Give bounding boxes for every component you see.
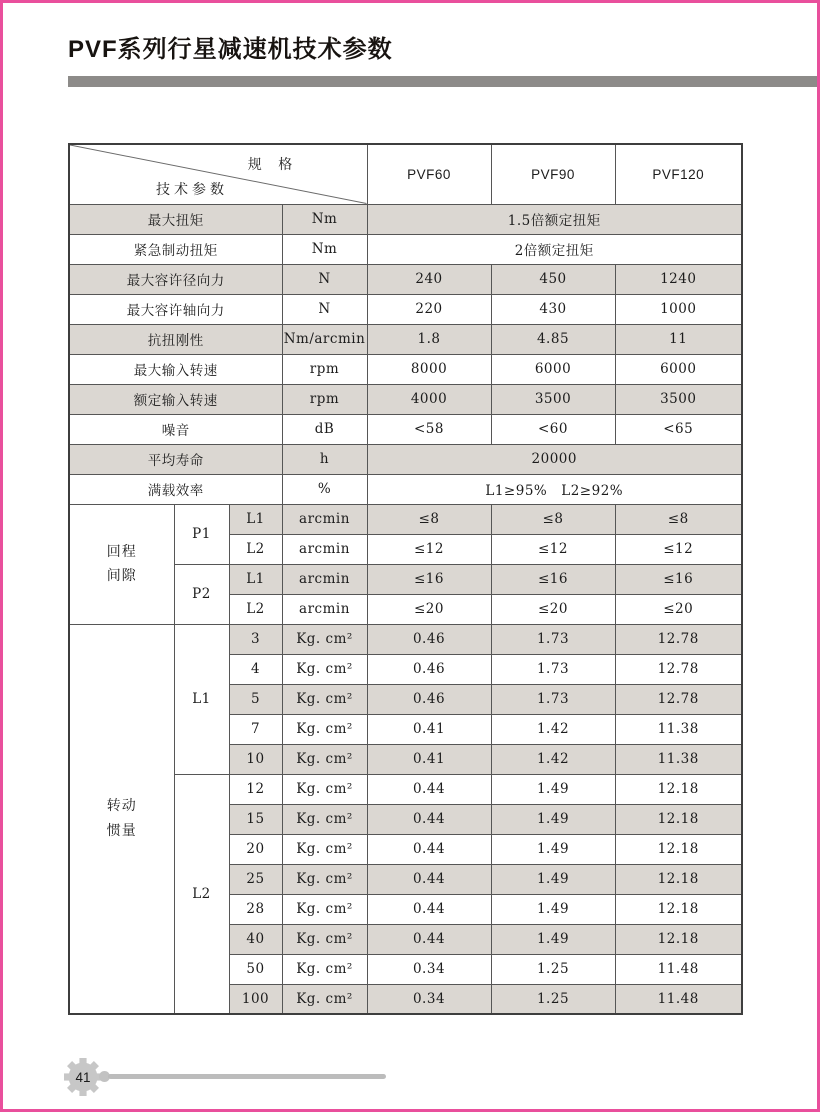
value-cell: 0.44 xyxy=(367,894,491,924)
value-cell: 0.44 xyxy=(367,864,491,894)
value-cell: 0.46 xyxy=(367,654,491,684)
row-label: 最大扭矩 xyxy=(69,204,282,234)
value-cell: 1.49 xyxy=(491,864,615,894)
value-cell: 8000 xyxy=(367,354,491,384)
value-cell: 12.18 xyxy=(615,864,742,894)
ratio-cell: 15 xyxy=(229,804,282,834)
unit-cell: Nm xyxy=(282,204,367,234)
header-param-label: 技术参数 xyxy=(156,182,228,198)
unit-cell: N xyxy=(282,294,367,324)
value-cell: 1240 xyxy=(615,264,742,294)
value-cell: 1.49 xyxy=(491,834,615,864)
value-cell: 1.49 xyxy=(491,894,615,924)
value-cell: 0.44 xyxy=(367,804,491,834)
page-footer xyxy=(3,1053,820,1103)
stage-cell: L1 xyxy=(229,504,282,534)
title-underline-bar xyxy=(68,76,817,87)
unit-cell: rpm xyxy=(282,384,367,414)
l-group-label: L1 xyxy=(174,624,229,774)
diagonal-header-cell xyxy=(69,144,367,204)
column-header-pvf120: PVF120 xyxy=(615,144,742,204)
table-row xyxy=(69,324,742,354)
value-cell: 1.73 xyxy=(491,654,615,684)
stage-cell: L2 xyxy=(229,594,282,624)
value-cell: 12.18 xyxy=(615,924,742,954)
row-label: 紧急制动扭矩 xyxy=(69,234,282,264)
value-cell: ≤12 xyxy=(491,534,615,564)
value-cell: 1.8 xyxy=(367,324,491,354)
table-row xyxy=(69,384,742,414)
header-spec-label: 规 格 xyxy=(247,157,299,173)
table-header-row xyxy=(69,144,742,204)
row-label: 额定输入转速 xyxy=(69,384,282,414)
value-cell: 0.44 xyxy=(367,834,491,864)
value-cell: 20000 xyxy=(367,444,742,474)
value-cell: 12.18 xyxy=(615,834,742,864)
page-number: 41 xyxy=(75,1069,91,1085)
value-cell: 6000 xyxy=(491,354,615,384)
table-row xyxy=(69,264,742,294)
value-cell: 0.34 xyxy=(367,984,491,1014)
unit-cell: rpm xyxy=(282,354,367,384)
value-cell: 11 xyxy=(615,324,742,354)
footer-line xyxy=(108,1074,386,1079)
unit-cell: Nm/arcmin xyxy=(282,324,367,354)
unit-cell: arcmin xyxy=(282,564,367,594)
unit-cell: arcmin xyxy=(282,504,367,534)
value-cell: L1≥95% L2≥92% xyxy=(367,474,742,504)
unit-cell: Kg. cm² xyxy=(282,834,367,864)
row-label: 噪音 xyxy=(69,414,282,444)
value-cell: 0.44 xyxy=(367,924,491,954)
row-label: 平均寿命 xyxy=(69,444,282,474)
table-row xyxy=(69,354,742,384)
value-cell: ≤20 xyxy=(615,594,742,624)
value-cell: 3500 xyxy=(491,384,615,414)
table-row xyxy=(69,414,742,444)
ratio-cell: 4 xyxy=(229,654,282,684)
value-cell: <65 xyxy=(615,414,742,444)
row-label: 最大输入转速 xyxy=(69,354,282,384)
ratio-cell: 28 xyxy=(229,894,282,924)
value-cell: ≤8 xyxy=(491,504,615,534)
value-cell: 1000 xyxy=(615,294,742,324)
unit-cell: Kg. cm² xyxy=(282,894,367,924)
value-cell: 12.78 xyxy=(615,654,742,684)
page-title: PVF系列行星减速机技术参数 xyxy=(68,36,393,63)
p-group-label: P2 xyxy=(174,564,229,624)
value-cell: 1.49 xyxy=(491,774,615,804)
gear-icon xyxy=(63,1057,103,1097)
unit-cell: Kg. cm² xyxy=(282,684,367,714)
unit-cell: arcmin xyxy=(282,534,367,564)
table-row xyxy=(69,234,742,264)
value-cell: 11.38 xyxy=(615,714,742,744)
table-row xyxy=(69,444,742,474)
value-cell: 1.73 xyxy=(491,684,615,714)
row-label: 最大容许径向力 xyxy=(69,264,282,294)
ratio-cell: 5 xyxy=(229,684,282,714)
unit-cell: dB xyxy=(282,414,367,444)
value-cell: 11.38 xyxy=(615,744,742,774)
unit-cell: Kg. cm² xyxy=(282,624,367,654)
value-cell: 1.49 xyxy=(491,804,615,834)
value-cell: <58 xyxy=(367,414,491,444)
unit-cell: Kg. cm² xyxy=(282,984,367,1014)
p-group-label: P1 xyxy=(174,504,229,564)
value-cell: 1.49 xyxy=(491,924,615,954)
unit-cell: Nm xyxy=(282,234,367,264)
inertia-section-label: 转动惯量 xyxy=(69,624,174,1014)
stage-cell: L1 xyxy=(229,564,282,594)
unit-cell: h xyxy=(282,444,367,474)
row-label: 抗扭刚性 xyxy=(69,324,282,354)
value-cell: ≤16 xyxy=(367,564,491,594)
table-row xyxy=(69,204,742,234)
table-row xyxy=(69,474,742,504)
value-cell: 12.18 xyxy=(615,894,742,924)
l-group-label: L2 xyxy=(174,774,229,1014)
ratio-cell: 50 xyxy=(229,954,282,984)
value-cell: 0.46 xyxy=(367,684,491,714)
value-cell: <60 xyxy=(491,414,615,444)
value-cell: 11.48 xyxy=(615,954,742,984)
backlash-section-label: 回程间隙 xyxy=(69,504,174,624)
ratio-cell: 7 xyxy=(229,714,282,744)
value-cell: 3500 xyxy=(615,384,742,414)
ratio-cell: 25 xyxy=(229,864,282,894)
value-cell: 1.25 xyxy=(491,984,615,1014)
value-cell: 0.46 xyxy=(367,624,491,654)
value-cell: 6000 xyxy=(615,354,742,384)
ratio-cell: 3 xyxy=(229,624,282,654)
value-cell: 12.78 xyxy=(615,624,742,654)
unit-cell: N xyxy=(282,264,367,294)
value-cell: 450 xyxy=(491,264,615,294)
ratio-cell: 12 xyxy=(229,774,282,804)
row-label: 满载效率 xyxy=(69,474,282,504)
column-header-pvf90: PVF90 xyxy=(491,144,615,204)
value-cell: ≤8 xyxy=(367,504,491,534)
value-cell: 4000 xyxy=(367,384,491,414)
unit-cell: Kg. cm² xyxy=(282,864,367,894)
unit-cell: Kg. cm² xyxy=(282,774,367,804)
table-row xyxy=(69,624,742,654)
value-cell: ≤20 xyxy=(367,594,491,624)
stage-cell: L2 xyxy=(229,534,282,564)
value-cell: 1.42 xyxy=(491,744,615,774)
value-cell: ≤16 xyxy=(615,564,742,594)
table-row xyxy=(69,294,742,324)
value-cell: 0.41 xyxy=(367,744,491,774)
ratio-cell: 10 xyxy=(229,744,282,774)
value-cell: ≤8 xyxy=(615,504,742,534)
value-cell: 2倍额定扭矩 xyxy=(367,234,742,264)
unit-cell: Kg. cm² xyxy=(282,954,367,984)
value-cell: 430 xyxy=(491,294,615,324)
ratio-cell: 40 xyxy=(229,924,282,954)
ratio-cell: 100 xyxy=(229,984,282,1014)
value-cell: 12.18 xyxy=(615,774,742,804)
value-cell: 0.41 xyxy=(367,714,491,744)
unit-cell: Kg. cm² xyxy=(282,804,367,834)
value-cell: 1.5倍额定扭矩 xyxy=(367,204,742,234)
value-cell: 4.85 xyxy=(491,324,615,354)
value-cell: ≤12 xyxy=(367,534,491,564)
unit-cell: Kg. cm² xyxy=(282,654,367,684)
value-cell: ≤20 xyxy=(491,594,615,624)
value-cell: 1.73 xyxy=(491,624,615,654)
unit-cell: Kg. cm² xyxy=(282,924,367,954)
row-label: 最大容许轴向力 xyxy=(69,294,282,324)
value-cell: ≤12 xyxy=(615,534,742,564)
spec-table xyxy=(68,143,743,1015)
unit-cell: Kg. cm² xyxy=(282,714,367,744)
value-cell: 0.44 xyxy=(367,774,491,804)
value-cell: 1.42 xyxy=(491,714,615,744)
table-row xyxy=(69,504,742,534)
unit-cell: Kg. cm² xyxy=(282,744,367,774)
ratio-cell: 20 xyxy=(229,834,282,864)
column-header-pvf60: PVF60 xyxy=(367,144,491,204)
value-cell: 0.34 xyxy=(367,954,491,984)
value-cell: 220 xyxy=(367,294,491,324)
unit-cell: % xyxy=(282,474,367,504)
value-cell: 12.78 xyxy=(615,684,742,714)
value-cell: ≤16 xyxy=(491,564,615,594)
value-cell: 240 xyxy=(367,264,491,294)
value-cell: 1.25 xyxy=(491,954,615,984)
unit-cell: arcmin xyxy=(282,594,367,624)
value-cell: 11.48 xyxy=(615,984,742,1014)
value-cell: 12.18 xyxy=(615,804,742,834)
